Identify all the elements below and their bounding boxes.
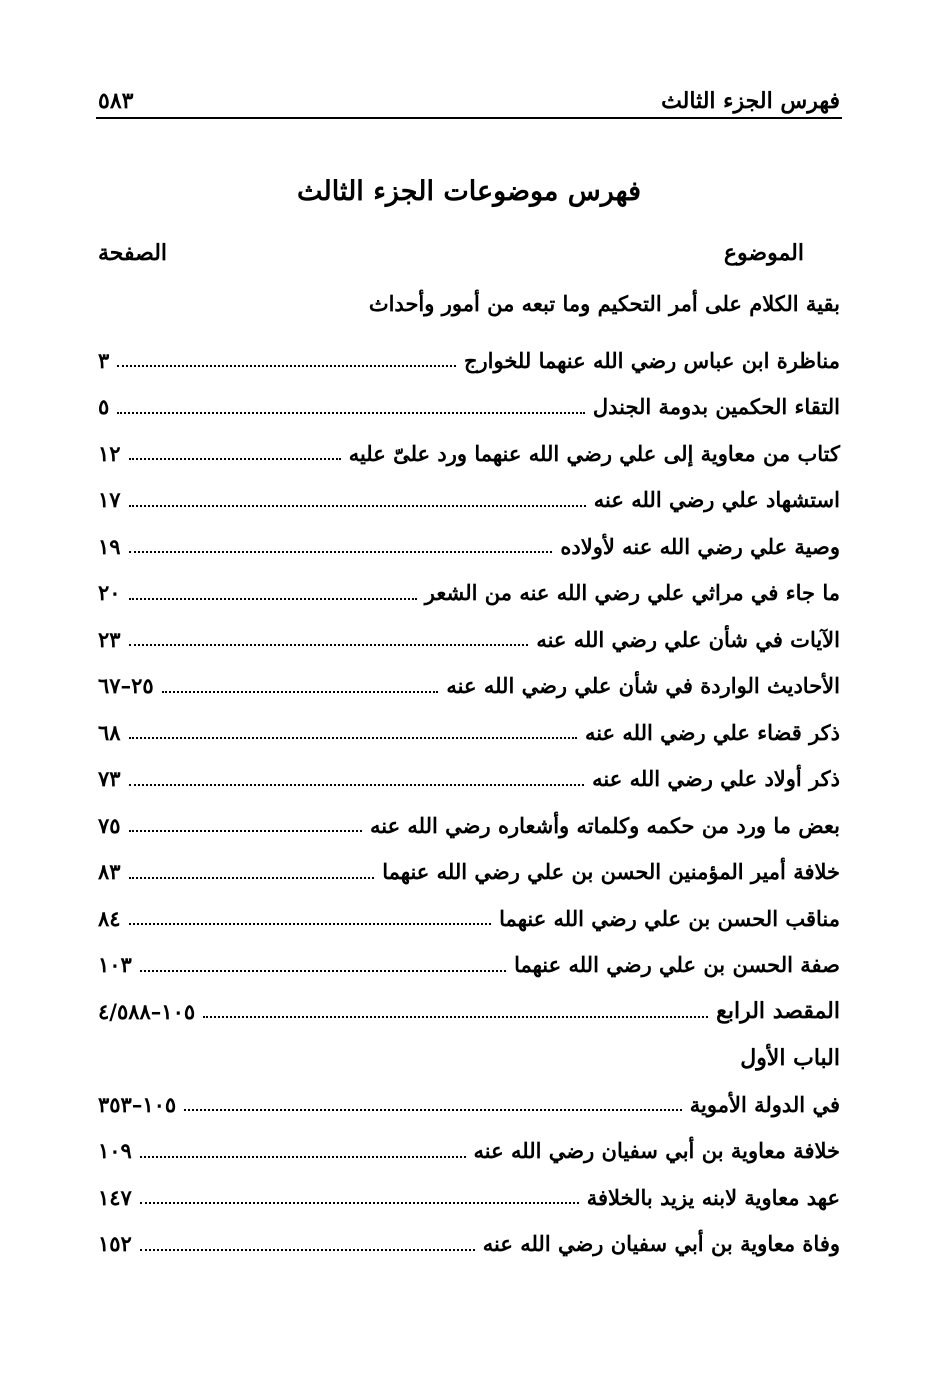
entry-page: ١٠٥–٣٥٣ — [98, 1091, 177, 1117]
dot-leader — [129, 505, 586, 507]
entry-label: التقاء الحكمين بدومة الجندل — [592, 394, 840, 420]
toc-section-entry — [98, 988, 840, 1035]
dot-leader — [184, 1109, 682, 1111]
toc-entry — [98, 895, 840, 942]
dot-leader — [129, 737, 577, 739]
dot-leader — [140, 1249, 475, 1251]
entry-page: ١٧ — [98, 487, 121, 513]
running-title: فهرس الجزء الثالث — [661, 88, 840, 114]
entry-label: وفاة معاوية بن أبي سفيان رضي الله عنه — [482, 1231, 840, 1257]
entry-label: كتاب من معاوية إلى علي رضي الله عنهما ورد علىّ عليه — [348, 440, 840, 466]
entry-label: خلافة أمير المؤمنين الحسن بن علي رضي الله عنهما — [382, 859, 840, 885]
toc-entry — [98, 337, 840, 384]
running-header — [98, 74, 840, 114]
entry-page: ٨٤ — [98, 905, 121, 931]
entry-label: خلافة معاوية بن أبي سفيان رضي الله عنه — [473, 1138, 840, 1164]
dot-leader — [129, 458, 341, 460]
toc-entry — [98, 1221, 840, 1268]
dot-leader — [129, 923, 492, 925]
column-headings — [98, 240, 804, 266]
toc-entry — [98, 663, 840, 710]
entry-label: المقصد الرابع — [716, 998, 840, 1025]
entry-label: مناقب الحسن بن علي رضي الله عنهما — [499, 905, 840, 931]
entry-label: مناظرة ابن عباس رضي الله عنهما للخوارج — [463, 347, 840, 373]
entry-label: ما جاء في مراثي علي رضي الله عنه من الشعر — [424, 580, 840, 606]
entry-page: ١٠٥–٤/٥٨٨ — [98, 998, 196, 1024]
entry-page: ٧٣ — [98, 766, 121, 792]
entry-label: الآيات في شأن علي رضي الله عنه — [536, 626, 840, 652]
dot-leader — [203, 1016, 708, 1018]
toc-chapter-heading — [98, 1035, 840, 1082]
page-number: ٥٨٣ — [98, 88, 134, 114]
entry-page: ٢٠ — [98, 580, 121, 606]
toc-entry — [98, 1081, 840, 1128]
entry-label: صفة الحسن بن علي رضي الله عنهما — [514, 952, 840, 978]
toc-entry — [98, 756, 840, 803]
entry-label: الأحاديث الواردة في شأن علي رضي الله عنه — [446, 673, 840, 699]
dot-leader — [129, 830, 362, 832]
entry-label: ذكر قضاء علي رضي الله عنه — [584, 719, 840, 745]
dot-leader — [129, 551, 553, 553]
entry-page: ٣ — [98, 347, 110, 373]
entry-label: في الدولة الأموية — [689, 1091, 840, 1117]
dot-leader — [140, 1202, 579, 1204]
toc-entry — [98, 1128, 840, 1175]
entry-page: ١٩ — [98, 533, 121, 559]
toc-entry — [98, 523, 840, 570]
dot-leader — [129, 644, 529, 646]
dot-leader — [129, 877, 375, 879]
entry-label: عهد معاوية لابنه يزيد بالخلافة — [586, 1184, 840, 1210]
toc-entry — [98, 384, 840, 431]
entry-label: بعض ما ورد من حكمه وكلماته وأشعاره رضي الله عنه — [369, 812, 840, 838]
entry-page: ١٠٣ — [98, 952, 132, 978]
toc-entry — [98, 942, 840, 989]
entry-page: ٧٥ — [98, 812, 121, 838]
toc-entry — [98, 570, 840, 617]
toc-entry — [98, 802, 840, 849]
header-rule — [96, 117, 842, 119]
entry-page: ١٤٧ — [98, 1184, 132, 1210]
entry-label: الباب الأول — [740, 1044, 840, 1071]
toc-entry — [98, 1174, 840, 1221]
entry-page: ٦٨ — [98, 719, 121, 745]
dot-leader — [117, 365, 456, 367]
toc-entry — [98, 430, 840, 477]
intro-line: بقية الكلام على أمر التحكيم وما تبعه من أمور وأحداث — [368, 291, 840, 316]
entry-page: ٢٣ — [98, 626, 121, 652]
entry-page: ٥ — [98, 394, 110, 420]
entry-label: وصية علي رضي الله عنه لأولاده — [560, 533, 840, 559]
dot-leader — [162, 691, 439, 693]
toc-entry — [98, 477, 840, 524]
dot-leader — [140, 1156, 466, 1158]
entry-label: استشهاد علي رضي الله عنه — [593, 487, 840, 513]
dot-leader — [129, 784, 585, 786]
toc-entry — [98, 616, 840, 663]
page-column-heading: الصفحة — [98, 240, 168, 266]
toc-entry — [98, 709, 840, 756]
entry-label: ذكر أولاد علي رضي الله عنه — [592, 766, 840, 792]
dot-leader — [129, 598, 417, 600]
entry-page: ١٢ — [98, 440, 121, 466]
toc-entry — [98, 849, 840, 896]
entry-page: ٨٣ — [98, 859, 121, 885]
dot-leader — [140, 970, 506, 972]
toc-entries — [98, 337, 840, 1267]
entry-page: ١٥٢ — [98, 1231, 132, 1257]
entry-page: ١٠٩ — [98, 1138, 132, 1164]
dot-leader — [117, 412, 585, 414]
page-title: فهرس موضوعات الجزء الثالث — [296, 176, 642, 207]
entry-page: ٢٥–٦٧ — [98, 673, 154, 699]
topic-column-heading: الموضوع — [723, 240, 804, 266]
